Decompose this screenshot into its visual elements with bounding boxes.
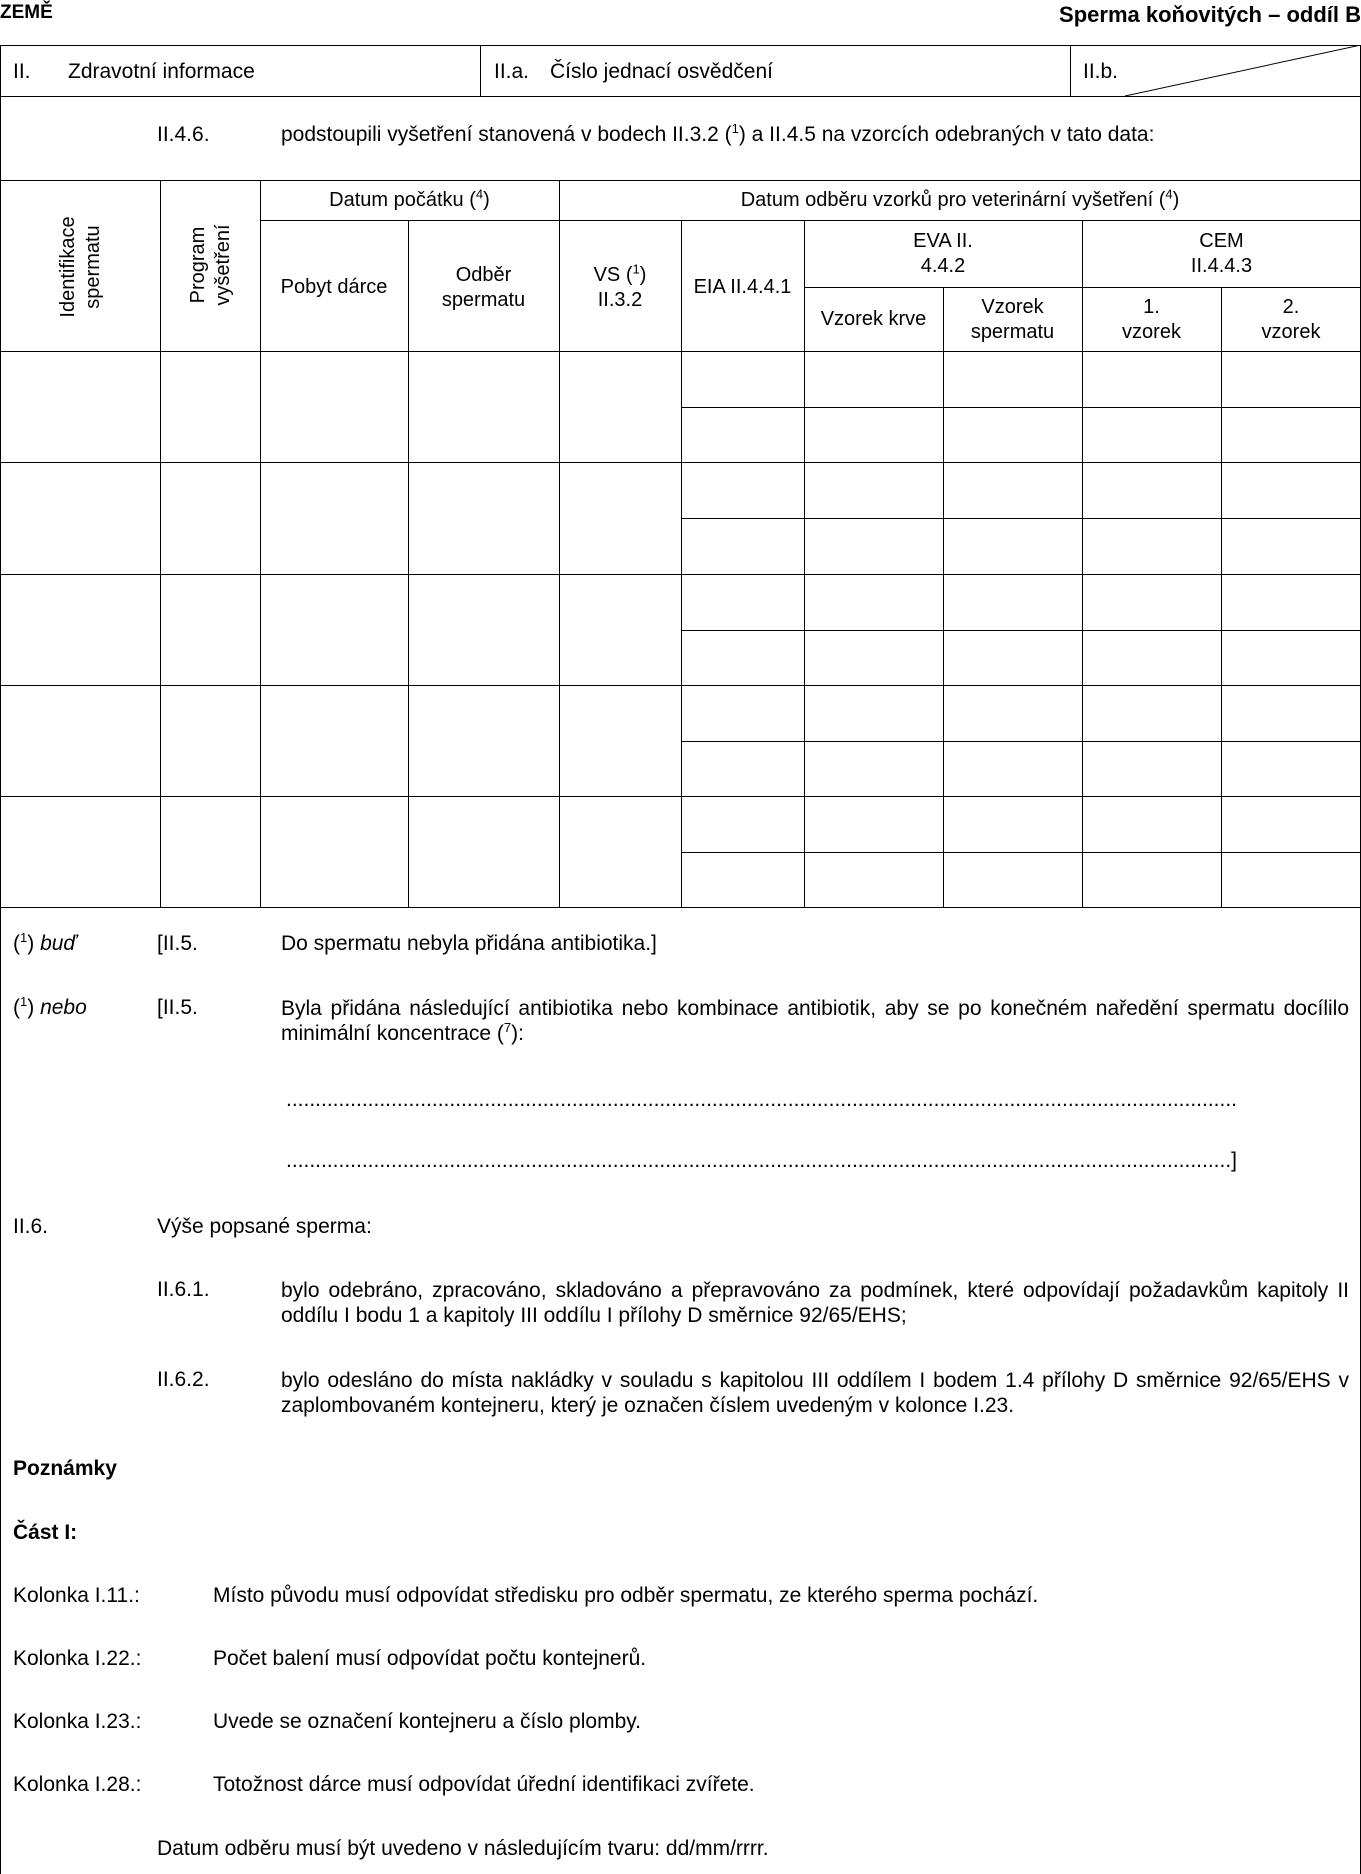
or-text: Byla přidána následující antibiotika nebo kombinace antibiotik, aby se po konečném naředění spermatu docílilo minimální koncentrace ($^7$): xyxy=(281,997,1349,1045)
section-number: II. xyxy=(13,60,31,83)
note-label: Kolonka I.23.: xyxy=(13,1710,142,1733)
antibiotics-blank-2: ..................................................................................................................................................................] xyxy=(286,1149,1238,1172)
col-header-sampling-date: Datum odběru vzorků pro veterinární vyšetření ($^4$) xyxy=(740,186,1180,211)
or-mark: ($^1$) nebo xyxy=(13,994,87,1019)
antibiotics-blank-1: ................................................................................................................................................................... xyxy=(286,1088,1238,1111)
either-number: [II.5. xyxy=(157,932,198,955)
reference-label: Číslo jednací osvědčení xyxy=(550,60,773,83)
either-text: Do spermatu nebyla přidána antibiotika.] xyxy=(281,932,657,955)
date-format-note: Datum odběru musí být uvedeno v následujícím tvaru: dd/mm/rrrr. xyxy=(157,1837,769,1860)
notes-heading: Poznámky xyxy=(13,1457,117,1480)
col-header-cem: CEM II.4.4.3 xyxy=(1190,230,1253,277)
col-header-semen-collection: Odběr spermatu xyxy=(441,264,526,311)
ii61-number: II.6.1. xyxy=(157,1278,210,1301)
col-header-program: Program vyšetření xyxy=(187,224,234,306)
note-text: Počet balení musí odpovídat počtu kontejnerů. xyxy=(213,1647,647,1670)
note-label: Kolonka I.11.: xyxy=(13,1584,140,1607)
col-header-start-date: Datum počátku ($^4$) xyxy=(329,186,490,211)
ii6-label: Výše popsané sperma: xyxy=(157,1215,372,1238)
col-header-ident: Identifikace spermatu xyxy=(57,216,104,318)
ii6-number: II.6. xyxy=(13,1215,49,1238)
top-row-divider xyxy=(0,96,1361,97)
ii62-number: II.6.2. xyxy=(157,1368,210,1391)
ii-b-label: II.b. xyxy=(1083,60,1119,83)
col-header-second-sample: 2. vzorek xyxy=(1261,296,1321,343)
col-header-eia: EIA II.4.4.1 xyxy=(693,276,792,298)
section-label: Zdravotní informace xyxy=(68,60,255,83)
note-text: Uvede se označení kontejneru a číslo plomby. xyxy=(213,1710,642,1733)
note-label: Kolonka I.22.: xyxy=(13,1647,142,1670)
reference-number: II.a. xyxy=(494,60,530,83)
country-label: ZEMĚ xyxy=(0,2,53,23)
or-number: [II.5. xyxy=(157,996,198,1019)
col-header-blood-sample: Vzorek krve xyxy=(820,308,927,330)
page-title: Sperma koňovitých – oddíl B xyxy=(1059,2,1361,27)
col-header-semen-sample: Vzorek spermatu xyxy=(970,296,1055,343)
notes-part-heading: Část I: xyxy=(13,1521,78,1544)
col-header-first-sample: 1. vzorek xyxy=(1122,296,1181,343)
either-mark: ($^1$) buď xyxy=(13,930,77,955)
col-header-vs: VS ($^1$) II.3.2 xyxy=(593,261,647,311)
note-text: Místo původu musí odpovídat středisku pro odběr spermatu, ze kterého sperma pochází. xyxy=(213,1584,1039,1607)
col-header-eva: EVA II. 4.4.2 xyxy=(913,230,973,277)
intro-number: II.4.6. xyxy=(157,123,210,146)
note-text: Totožnost dárce musí odpovídat úřední identifikaci zvířete. xyxy=(213,1773,755,1796)
intro-text: podstoupili vyšetření stanovená v bodech II.3.2 ($^1$) a II.4.5 na vzorcích odebraných v tato data: xyxy=(281,121,1155,146)
ii62-text: bylo odesláno do místa nakládky v souladu s kapitolou III oddílem I bodem 1.4 přílohy D směrnice 92/65/EHS v zaplombovaném kontejneru, který je označen číslem uvedeným v kolonce I.23. xyxy=(281,1369,1349,1417)
ii61-text: bylo odebráno, zpracováno, skladováno a přepravováno za podmínek, které odpovídají požadavkům kapitoly II oddílu I bodu 1 a kapitoly III oddílu I přílohy D směrnice 92/65/EHS; xyxy=(281,1279,1349,1327)
note-label: Kolonka I.28.: xyxy=(13,1773,142,1796)
col-header-donor-stay: Pobyt dárce xyxy=(280,276,388,298)
